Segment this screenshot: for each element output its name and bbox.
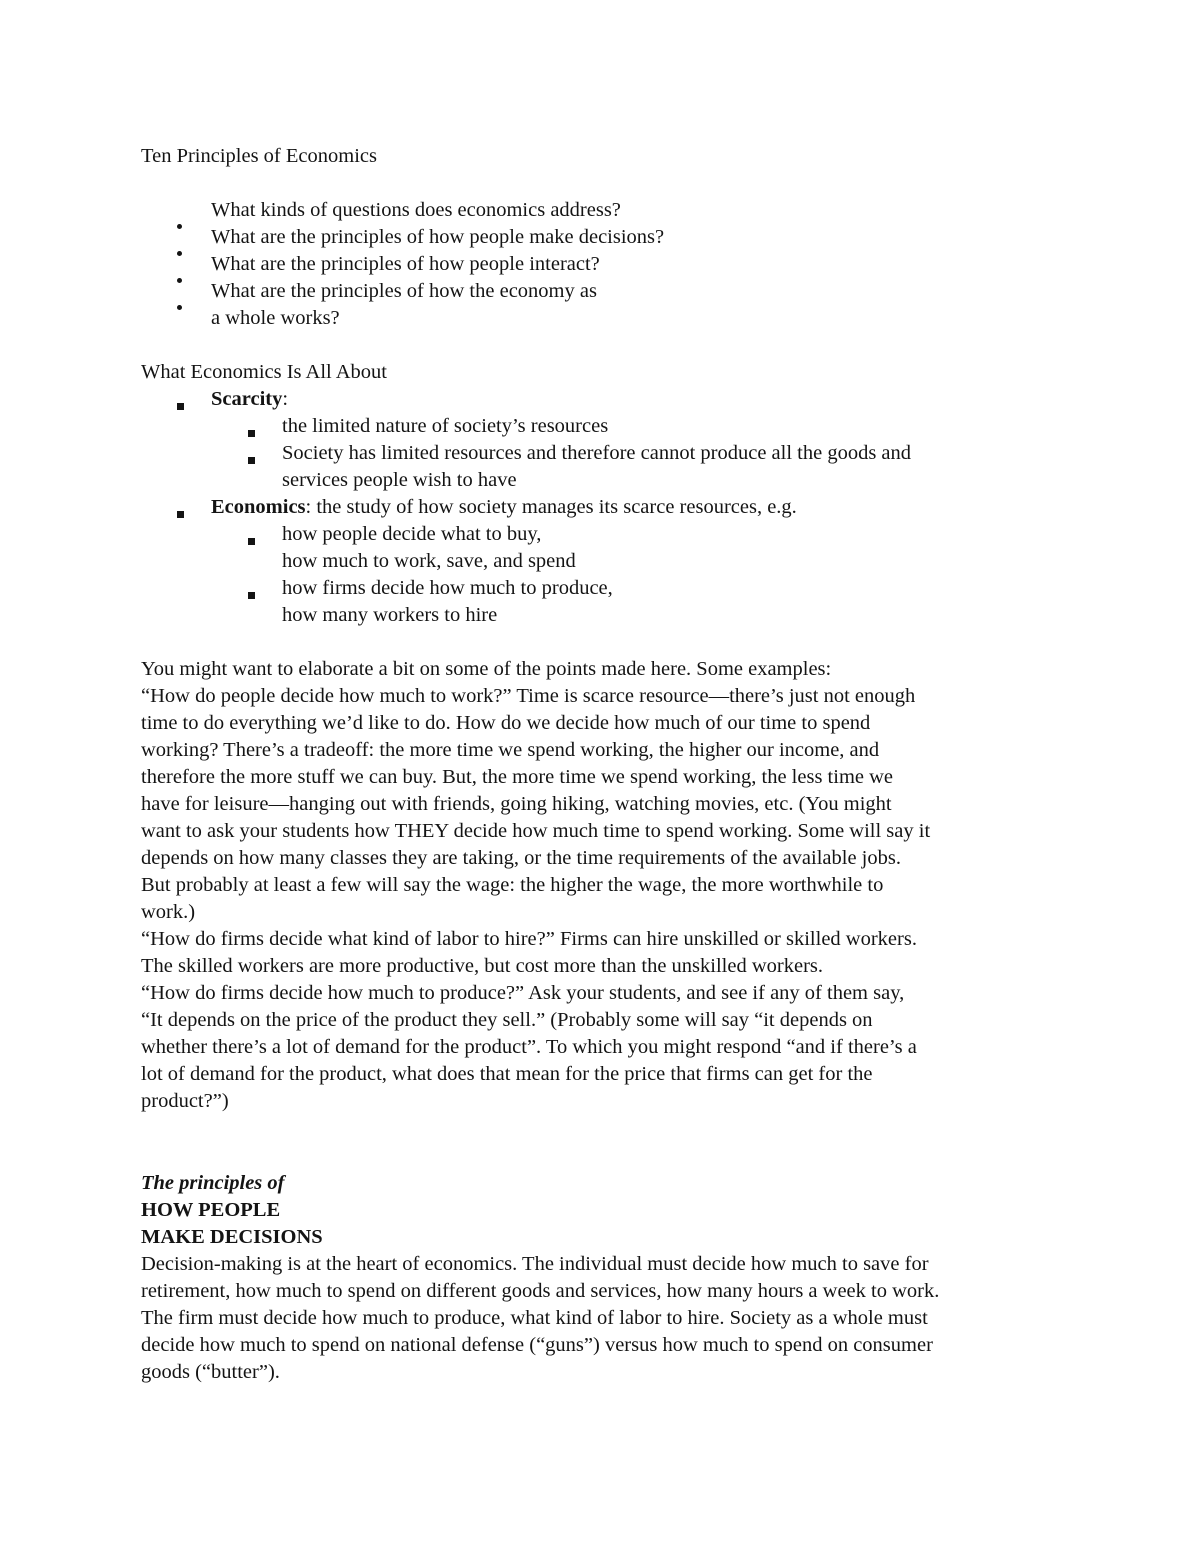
bullet-dot	[177, 237, 182, 264]
principles-heading-italic: The principles of	[141, 1172, 285, 1194]
paragraph-line: depends on how many classes they are taking, or the time requirements of the available jobs.	[141, 847, 901, 869]
section-heading: What Economics Is All About	[141, 361, 387, 383]
paragraph-line: “How do people decide how much to work?” Time is scarce resource—there’s just not enough	[141, 685, 916, 707]
paragraph-line: therefore the more stuff we can buy. But, the more time we spend working, the less time we	[141, 766, 894, 788]
paragraph-line: have for leisure—hanging out with friends, going hiking, watching movies, etc. (You might	[141, 793, 892, 815]
paragraph-line: product?”)	[141, 1090, 229, 1112]
question-item: What are the principles of how people interact?	[211, 253, 600, 275]
bullet-square	[248, 418, 255, 445]
scarcity-subitem: the limited nature of society’s resources	[282, 415, 609, 437]
economics-term: Economics	[211, 496, 306, 518]
bullet-square	[248, 526, 255, 553]
bullet-square	[248, 445, 255, 472]
body-line: The firm must decide how much to produce, what kind of labor to hire. Society as a whole must	[141, 1307, 928, 1329]
paragraph-line: work.)	[141, 901, 196, 923]
body-line: goods (“butter”).	[141, 1361, 280, 1383]
economics-definition: : the study of how society manages its scarce resources, e.g.	[305, 496, 797, 518]
economics-subitem: how firms decide how much to produce,	[282, 577, 613, 599]
bullet-dot	[177, 264, 182, 291]
scarcity-term: Scarcity	[211, 388, 283, 410]
economics-subitem-continuation: how much to work, save, and spend	[282, 550, 576, 572]
body-line: retirement, how much to spend on different goods and services, how many hours a week to work.	[141, 1280, 940, 1302]
body-line: Decision-making is at the heart of economics. The individual must decide how much to save for	[141, 1253, 929, 1275]
paragraph-line: whether there’s a lot of demand for the product”. To which you might respond “and if there’s a	[141, 1036, 917, 1058]
question-item: What are the principles of how people make decisions?	[211, 226, 665, 248]
paragraph-line: You might want to elaborate a bit on some of the points made here. Some examples:	[141, 658, 832, 680]
economics-subitem-continuation: how many workers to hire	[282, 604, 498, 626]
economics-subitem: how people decide what to buy,	[282, 523, 542, 545]
paragraph-line: working? There’s a tradeoff: the more time we spend working, the higher our income, and	[141, 739, 880, 761]
scarcity-subitem: Society has limited resources and therefore cannot produce all the goods and	[282, 442, 912, 464]
paragraph-line: lot of demand for the product, what does that mean for the price that firms can get for the	[141, 1063, 873, 1085]
question-item-continuation: a whole works?	[211, 307, 340, 329]
body-line: decide how much to spend on national defense (“guns”) versus how much to spend on consumer	[141, 1334, 933, 1356]
question-item: What kinds of questions does economics address?	[211, 199, 621, 221]
paragraph-line: “How do firms decide what kind of labor to hire?” Firms can hire unskilled or skilled workers.	[141, 928, 917, 950]
bullet-square	[177, 391, 184, 418]
bullet-dot	[177, 291, 182, 318]
economics-term-line	[211, 494, 797, 521]
scarcity-sep: :	[282, 388, 289, 410]
bullet-square	[248, 580, 255, 607]
bullet-dot	[177, 210, 182, 237]
principles-heading-line: HOW PEOPLE	[141, 1199, 281, 1221]
paragraph-line: time to do everything we’d like to do. How do we decide how much of our time to spend	[141, 712, 871, 734]
principles-heading-line: MAKE DECISIONS	[141, 1226, 323, 1248]
bullet-square	[177, 499, 184, 526]
paragraph-line: “How do firms decide how much to produce?” Ask your students, and see if any of them say,	[141, 982, 905, 1004]
paragraph-line: “It depends on the price of the product they sell.” (Probably some will say “it depends on	[141, 1009, 873, 1031]
question-item: What are the principles of how the economy as	[211, 280, 597, 302]
document-title: Ten Principles of Economics	[141, 145, 377, 167]
scarcity-term-line	[211, 386, 288, 413]
paragraph-line: want to ask your students how THEY decide how much time to spend working. Some will say it	[141, 820, 931, 842]
paragraph-line: The skilled workers are more productive, but cost more than the unskilled workers.	[141, 955, 824, 977]
paragraph-line: But probably at least a few will say the wage: the higher the wage, the more worthwhile to	[141, 874, 884, 896]
scarcity-subitem-continuation: services people wish to have	[282, 469, 517, 491]
